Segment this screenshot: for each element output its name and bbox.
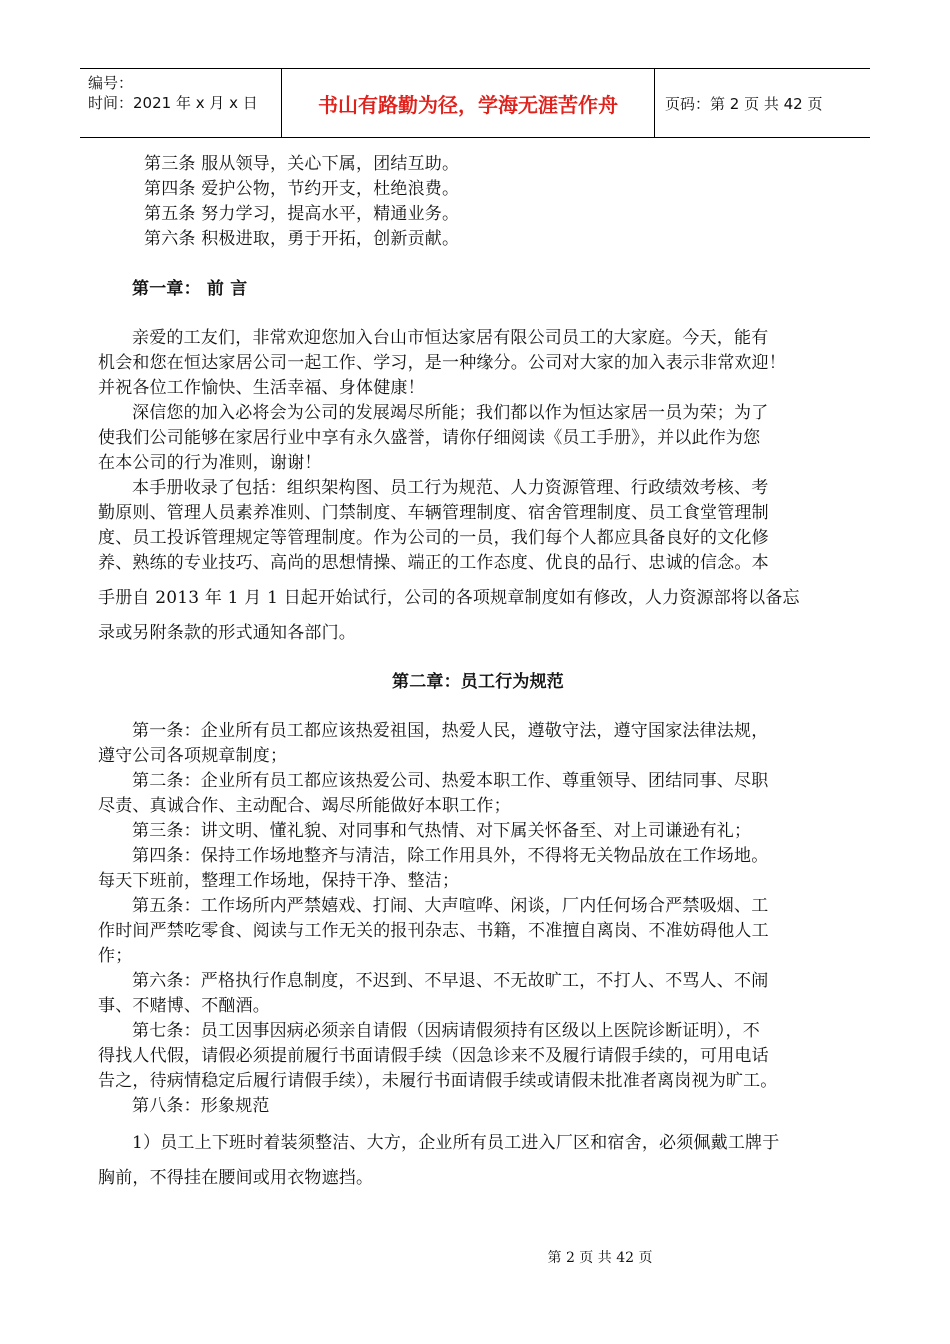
- rule-line: 第六条：严格执行作息制度，不迟到、不早退、不无故旷工，不打人、不骂人、不闹: [132, 971, 769, 991]
- rule-line: 第三条：讲文明、懂礼貌、对同事和气热情、对下属关怀备至、对上司谦逊有礼；: [132, 821, 752, 841]
- chapter2-item-1: [98, 1131, 858, 1191]
- paragraph-line: 手册自 2013 年 1 月 1 日起开始试行，公司的各项规章制度如有修改，人力资源部将以备忘: [98, 588, 800, 608]
- chapter1-paragraph-2: [98, 401, 858, 476]
- paragraph-line: 使我们公司能够在家居行业中享有永久盛誉，请你仔细阅读《员工手册》，并以此作为您: [98, 428, 761, 448]
- header-motto: 书山有路勤为径，学海无涯苦作舟: [282, 69, 655, 137]
- document-number: 编号：: [88, 74, 134, 92]
- rule-line: 事、不赌博、不酗酒。: [98, 996, 270, 1016]
- rule-line: 第八条：形象规范: [132, 1096, 270, 1116]
- header-page-number: 页码：第 2 页 共 42 页: [665, 94, 823, 113]
- rule-line: 作；: [98, 946, 133, 966]
- rule-line: 尽责、真诚合作、主动配合、竭尽所能做好本职工作；: [98, 796, 511, 816]
- chapter1-paragraph-1: [98, 326, 858, 401]
- document-date: 时间：2021 年 x 月 x 日: [88, 94, 258, 112]
- paragraph-line: 在本公司的行为准则，谢谢！: [98, 453, 322, 473]
- paragraph-line: 度、员工投诉管理规定等管理制度。作为公司的一员，我们每个人都应具备良好的文化修: [98, 528, 769, 548]
- page-footer: 第 2 页 共 42 页: [547, 1250, 653, 1266]
- paragraph-line: 亲爱的工友们，非常欢迎您加入台山市恒达家居有限公司员工的大家庭。今天，能有: [132, 328, 769, 348]
- paragraph-line: 机会和您在恒达家居公司一起工作、学习，是一种缘分。公司对大家的加入表示非常欢迎！: [98, 353, 786, 373]
- paragraph-line: 养、熟练的专业技巧、高尚的思想情操、端正的工作态度、优良的品行、忠诚的信念。本: [98, 553, 769, 573]
- page-header: [80, 68, 870, 138]
- chapter2-title: 第二章：员工行为规范: [392, 672, 564, 692]
- rule-line: 遵守公司各项规章制度；: [98, 746, 288, 766]
- document-body: [98, 152, 858, 1191]
- rule-line: 第七条：员工因事因病必须亲自请假（因病请假须持有区级以上医院诊断证明），不: [132, 1021, 760, 1041]
- article-4: 第四条 爱护公物，节约开支，杜绝浪费。: [144, 179, 460, 199]
- article-list: [72, 152, 858, 252]
- item-line: 1）员工上下班时着装须整洁、大方，企业所有员工进入厂区和宿舍，必须佩戴工牌于: [132, 1133, 780, 1153]
- rule-line: 第二条：企业所有员工都应该热爱公司、热爱本职工作、尊重领导、团结同事、尽职: [132, 771, 769, 791]
- paragraph-line: 并祝各位工作愉快、生活幸福、身体健康！: [98, 378, 425, 398]
- paragraph-line: 勤原则、管理人员素养准则、门禁制度、车辆管理制度、宿舍管理制度、员工食堂管理制: [98, 503, 769, 523]
- chapter1-paragraph-3: [98, 476, 858, 646]
- header-meta: [80, 69, 282, 137]
- rule-line: 第一条：企业所有员工都应该热爱祖国，热爱人民，遵敬守法，遵守国家法律法规，: [132, 721, 769, 741]
- rule-line: 作时间严禁吃零食、阅读与工作无关的报刊杂志、书籍，不准擅自离岗、不准妨碍他人工: [98, 921, 769, 941]
- paragraph-line: 深信您的加入必将会为公司的发展竭尽所能；我们都以作为恒达家居一员为荣；为了: [132, 403, 769, 423]
- article-3: 第三条 服从领导，关心下属，团结互助。: [144, 154, 460, 174]
- paragraph-line: 录或另附条款的形式通知各部门。: [98, 623, 356, 643]
- chapter2-rules: [98, 719, 858, 1119]
- rule-line: 每天下班前，整理工作场地，保持干净、整洁；: [98, 871, 460, 891]
- rule-line: 得找人代假，请假必须提前履行书面请假手续（因急诊来不及履行请假手续的，可用电话: [98, 1046, 769, 1066]
- article-5: 第五条 努力学习，提高水平，精通业务。: [144, 204, 460, 224]
- rule-line: 第四条：保持工作场地整齐与清洁，除工作用具外，不得将无关物品放在工作场地。: [132, 846, 769, 866]
- rule-line: 第五条：工作场所内严禁嬉戏、打闹、大声喧哗、闲谈，厂内任何场合严禁吸烟、工: [132, 896, 769, 916]
- item-line: 胸前，不得挂在腰间或用衣物遮挡。: [98, 1168, 374, 1188]
- rule-line: 告之，待病情稳定后履行请假手续），未履行书面请假手续或请假未批准者离岗视为旷工。: [98, 1071, 778, 1091]
- article-6: 第六条 积极进取，勇于开拓，创新贡献。: [144, 229, 460, 249]
- chapter1-title: 第一章： 前 言: [132, 279, 248, 299]
- paragraph-line: 本手册收录了包括：组织架构图、员工行为规范、人力资源管理、行政绩效考核、考: [132, 478, 769, 498]
